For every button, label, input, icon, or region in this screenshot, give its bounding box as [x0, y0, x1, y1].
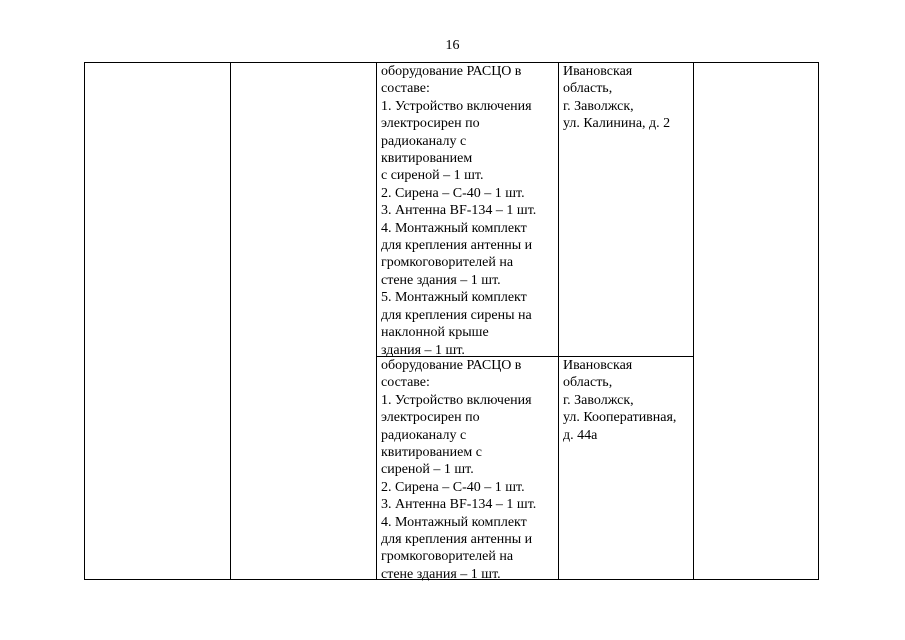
text-line: составе:: [381, 375, 430, 391]
text-line: громкоговорителей на: [381, 255, 514, 271]
text-line: оборудование РАСЦО в: [381, 358, 522, 373]
table-cell-equipment-1: [377, 63, 559, 357]
text-line: квитированием: [381, 151, 473, 167]
text-line: ул. Калинина, д. 2: [563, 116, 671, 132]
text-line: Ивановская: [563, 64, 633, 79]
text-line: область,: [563, 81, 613, 97]
text-line: 4. Монтажный комплект: [381, 220, 527, 236]
table-cell-col1: [85, 63, 231, 580]
text-line: 4. Монтажный комплект: [381, 514, 527, 530]
text-line: 1. Устройство включения: [381, 98, 532, 114]
text-line: квитированием с: [381, 445, 482, 461]
text-line: 3. Антенна BF-134 – 1 шт.: [381, 203, 537, 219]
document-table: [84, 62, 819, 580]
table-cell-col2: [231, 63, 377, 580]
text-line: 2. Сирена – С-40 – 1 шт.: [381, 479, 525, 495]
address-2: [559, 357, 693, 444]
table-cell-equipment-2: [377, 357, 559, 580]
text-line: Ивановская: [563, 358, 633, 373]
text-line: здания – 1 шт.: [381, 342, 465, 358]
text-line: составе:: [381, 81, 430, 97]
text-line: г. Заволжск,: [563, 392, 634, 408]
text-line: электросирен по: [381, 410, 480, 426]
text-line: ул. Кооперативная,: [563, 410, 677, 426]
text-line: для крепления сирены на: [381, 307, 532, 323]
text-line: наклонной крыше: [381, 325, 489, 341]
table-cell-col5: [694, 63, 819, 580]
text-line: область,: [563, 375, 613, 391]
text-line: стене здания – 1 шт.: [381, 272, 501, 288]
text-line: электросирен по: [381, 116, 480, 132]
table-cell-address-2: [559, 357, 694, 580]
text-line: радиоканалу с: [381, 427, 467, 443]
text-line: для крепления антенны и: [381, 532, 533, 548]
equipment-list-1: [377, 63, 558, 359]
text-line: для крепления антенны и: [381, 238, 533, 254]
text-line: с сиреной – 1 шт.: [381, 168, 484, 184]
text-line: д. 44а: [563, 427, 598, 443]
text-line: 5. Монтажный комплект: [381, 290, 527, 306]
text-line: оборудование РАСЦО в: [381, 64, 522, 79]
text-line: 2. Сирена – С-40 – 1 шт.: [381, 185, 525, 201]
text-line: громкоговорителей на: [381, 549, 514, 565]
address-1: [559, 63, 693, 133]
table-cell-address-1: [559, 63, 694, 357]
text-line: стене здания – 1 шт.: [381, 566, 501, 582]
page-number: 16: [445, 38, 460, 53]
text-line: 1. Устройство включения: [381, 392, 532, 408]
text-line: радиоканалу с: [381, 133, 467, 149]
text-line: г. Заволжск,: [563, 98, 634, 114]
text-line: 3. Антенна BF-134 – 1 шт.: [381, 497, 537, 513]
equipment-list-2: [377, 357, 558, 583]
text-line: сиреной – 1 шт.: [381, 462, 474, 478]
